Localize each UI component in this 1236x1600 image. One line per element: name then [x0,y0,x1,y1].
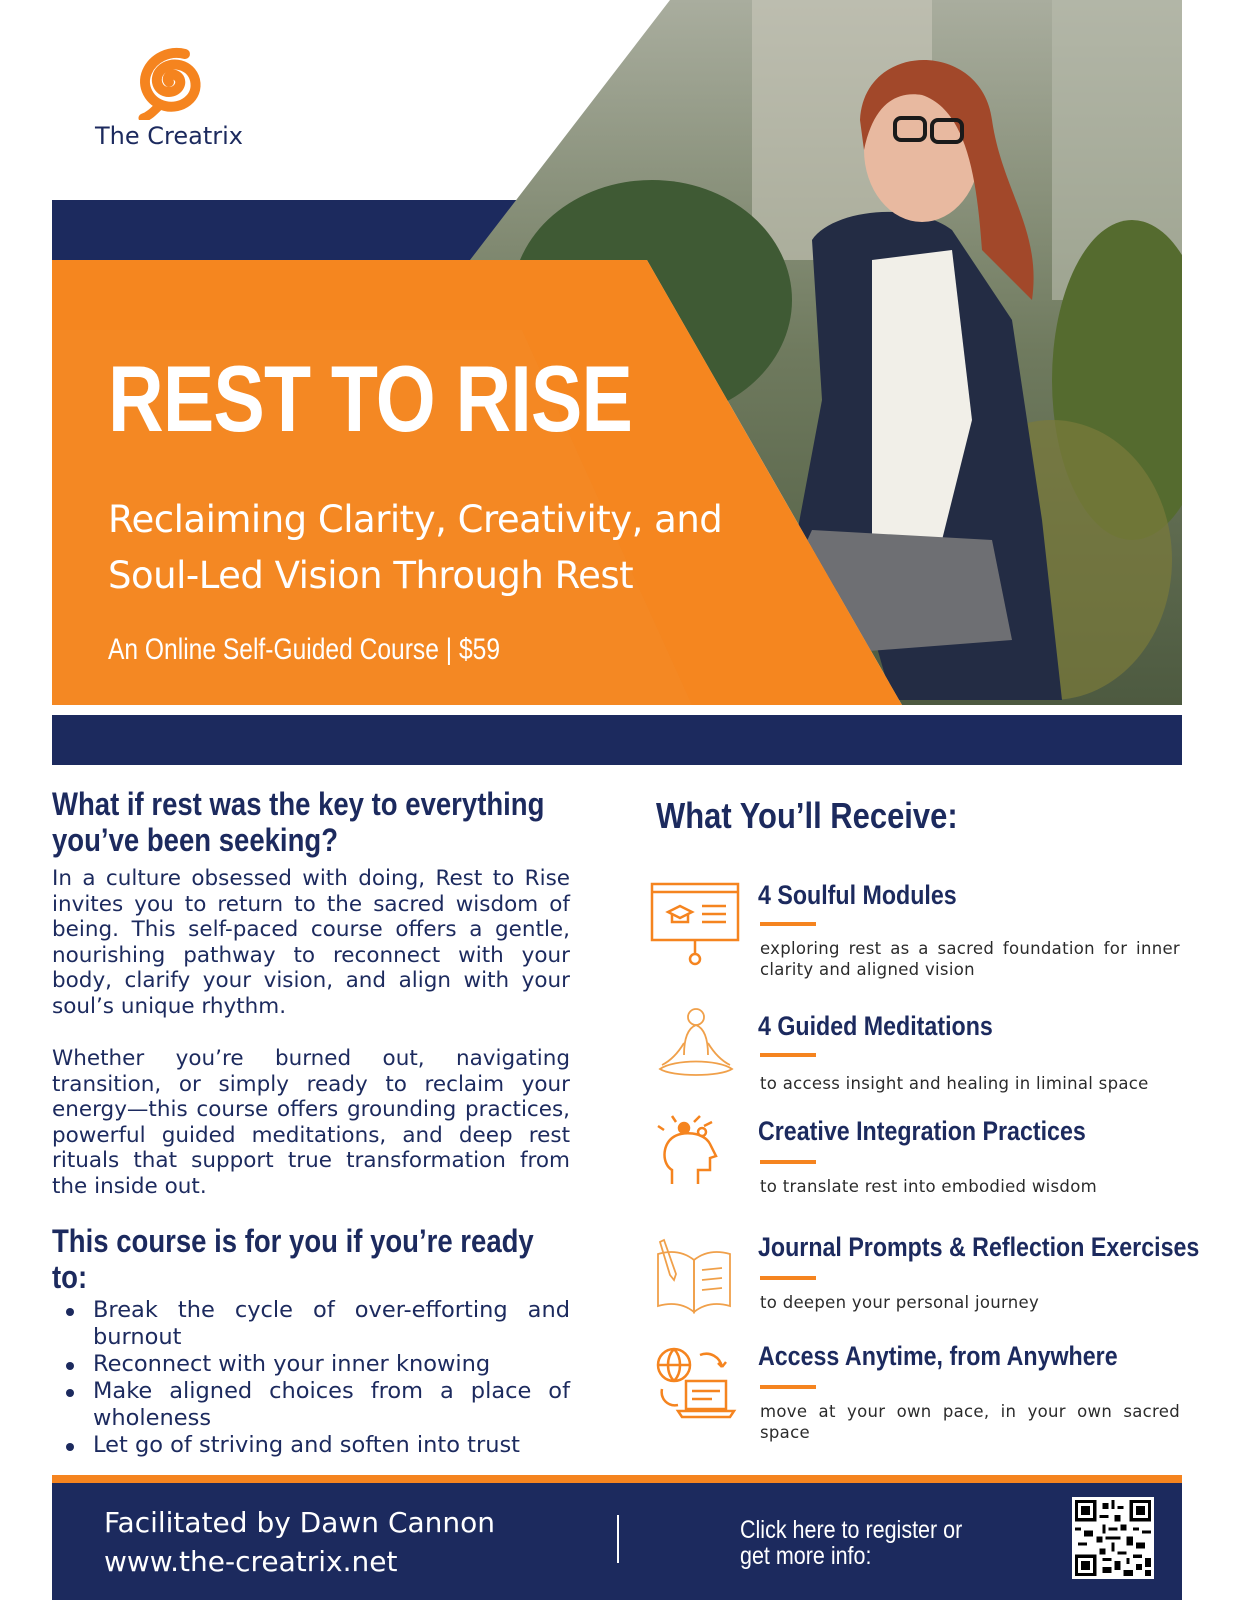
hero-bottom-band [52,715,1182,765]
list-item: Let go of striving and soften into trust [52,1432,570,1459]
audience-list [52,1297,570,1459]
item-title: 4 Guided Meditations [758,1011,993,1041]
item-underline [760,922,816,926]
second-paragraph: Whether you’re burned out, navigating transition, or simply ready to reclaim your energy—this course offers grounding practices, powerful guided meditations, and deep rest rituals that support true transformation from the inside out. [52,1046,570,1199]
left-column [52,786,570,1459]
footer-divider [617,1515,619,1563]
item-title: Creative Integration Practices [758,1116,1086,1146]
journal-icon [650,1234,742,1326]
receive-heading: What You’ll Receive: [656,795,958,836]
list-item: Reconnect with your inner knowing [52,1351,570,1378]
meditation-icon [650,1003,742,1095]
qr-code[interactable] [1072,1497,1154,1579]
item-underline [760,1160,816,1164]
facilitator-name: Facilitated by Dawn Cannon [104,1506,496,1539]
creative-head-icon [650,1114,742,1206]
presentation-icon [650,880,742,972]
hero-subtitle: Reclaiming Clarity, Creativity, and Soul-Led Vision Through Rest [108,498,723,597]
intro-paragraph: In a culture obsessed with doing, Rest to Rise invites you to return to the sacred wisdom of being. This self-paced course offers a gentle, nourishing pathway to reconnect with your body, clarify your vision, and align with your soul’s unique rhythm. [52,866,570,1019]
item-title: Journal Prompts & Reflection Exercises [758,1232,1200,1262]
item-description: to translate rest into embodied wisdom [760,1177,1097,1196]
register-link[interactable]: Click here to register or get more info: [740,1516,963,1570]
brand-name: The Creatrix [95,122,243,150]
item-description: move at your own pace, in your own sacred space [760,1402,1180,1442]
hero-tagline: An Online Self-Guided Course | $59 [108,633,501,666]
item-description: exploring rest as a sacred foundation for inner clarity and aligned vision [760,939,1180,979]
audience-heading: This course is for you if you’re ready to: [52,1223,534,1295]
website-link[interactable]: www.the-creatrix.net [104,1545,398,1578]
item-description: to deepen your personal journey [760,1293,1040,1312]
facilitator-info [104,1503,495,1581]
item-underline [760,1385,816,1389]
item-title: Access Anytime, from Anywhere [758,1341,1118,1371]
item-underline [760,1053,816,1057]
item-underline [760,1276,816,1280]
footer [52,1483,1182,1600]
list-item: Break the cycle of over-efforting and burnout [52,1297,570,1351]
item-description: to access insight and healing in liminal space [760,1074,1149,1093]
question-heading: What if rest was the key to everything you’ve been seeking? [52,786,545,858]
item-title: 4 Soulful Modules [758,880,957,910]
brand-logo [95,40,265,150]
hero-title: REST TO RISE [108,346,633,451]
online-access-icon [650,1341,742,1433]
footer-accent-line [52,1475,1182,1483]
qr-code-icon [1075,1500,1151,1576]
list-item: Make aligned choices from a place of wholeness [52,1378,570,1432]
spiral-logo-icon [129,40,215,120]
